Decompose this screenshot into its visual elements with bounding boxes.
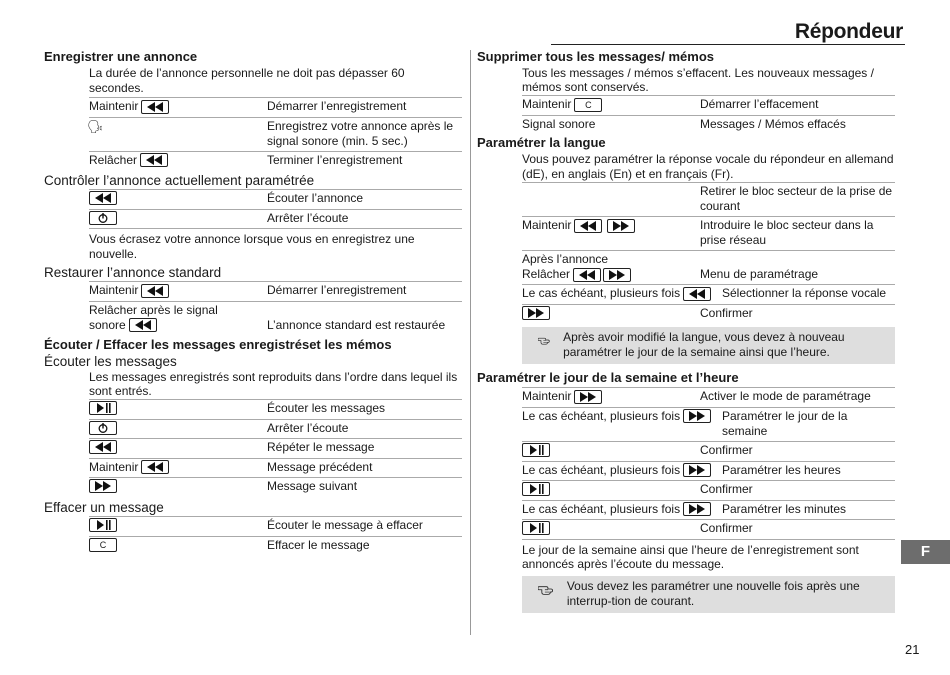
row-result: Enregistrez votre annonce après le signal sonore (min. 5 sec.): [267, 118, 454, 148]
delete-message-section: [89, 516, 462, 555]
title-rule: [551, 44, 905, 45]
play-pause-key-icon: [89, 518, 117, 532]
section-intro: Vous pouvez paramétrer la réponse vocale du répondeur en allemand (dE), en anglais (En) et en français (Fr).: [522, 152, 894, 181]
table-row: [522, 461, 895, 481]
section-intro: La durée de l’annonce personnelle ne doit pas dépasser 60 secondes.: [89, 66, 405, 95]
table-row: [89, 189, 462, 209]
row-result: Menu de paramétrage: [700, 267, 819, 282]
section-intro: Les messages enregistrés sont reproduits dans l’ordre dans lequel ils sont entrés.: [89, 369, 458, 398]
row-action: Le cas échéant, plusieurs fois: [522, 462, 681, 477]
language-section: [522, 152, 895, 364]
rewind-key-icon: [683, 287, 711, 301]
play-pause-key-icon: [522, 521, 550, 535]
table-row: [89, 477, 462, 497]
table-row: [522, 250, 895, 284]
forward-key-icon: [89, 479, 117, 493]
subsection-heading: Effacer un message: [44, 499, 164, 515]
page-number: 21: [905, 642, 920, 657]
table-row: [522, 95, 895, 115]
subsection-heading: Écouter les messages: [44, 353, 177, 369]
section-outro: Le jour de la semaine ainsi que l’heure de l’enregistrement sont annoncés après l’écoute du message.: [522, 539, 895, 572]
table-row: [89, 209, 462, 229]
rewind-key-icon: [141, 284, 169, 298]
row-result: Écouter l’annonce: [267, 191, 364, 206]
table-row: [89, 419, 462, 439]
section-heading: Contrôler l’annonce actuellement paramétrée: [44, 173, 315, 189]
forward-key-icon: [574, 390, 602, 404]
row-action: Relâcher: [522, 267, 571, 282]
row-result: Messages / Mémos effacés: [700, 116, 846, 131]
row-action: Le cas échéant, plusieurs fois: [522, 408, 681, 423]
restore-announcement-section: [89, 281, 462, 335]
section-heading: Restaurer l’annonce standard: [44, 265, 222, 281]
stop-key-icon: [89, 211, 117, 225]
table-row: [522, 480, 895, 500]
listen-messages-section: [89, 370, 462, 497]
row-action: Maintenir: [89, 283, 139, 298]
row-action: sonore: [89, 317, 126, 332]
row-result: Répéter le message: [267, 440, 375, 455]
row-result: Sélectionner la réponse vocale: [722, 286, 887, 301]
table-row: [522, 284, 895, 304]
forward-key-icon: [522, 306, 550, 320]
row-action: Maintenir: [522, 97, 572, 111]
pointing-hand-icon: [538, 581, 555, 597]
row-result: Écouter le message à effacer: [267, 517, 423, 532]
rewind-key-icon: [140, 153, 168, 167]
rewind-key-icon: [129, 318, 157, 332]
page-title: Répondeur: [794, 20, 903, 43]
table-row: [89, 536, 462, 556]
play-pause-key-icon: [522, 443, 550, 457]
table-row: [522, 387, 895, 407]
check-announcement-section: [89, 189, 462, 262]
left-column: [44, 48, 462, 555]
table-row: [89, 301, 462, 335]
table-row: [522, 441, 895, 461]
row-action: Maintenir: [89, 459, 139, 474]
row-result: Démarrer l’enregistrement: [267, 99, 407, 113]
table-row: [522, 500, 895, 520]
row-result: Écouter les messages: [267, 400, 386, 415]
section-intro: Tous les messages / mémos s’effacent. Les nouveaux messages / mémos sont conservés.: [522, 66, 874, 94]
section-heading: Écouter / Effacer les messages enregistréset les mémos: [44, 336, 392, 352]
rewind-key-icon: [89, 191, 117, 205]
row-result: Retirer le bloc secteur de la prise de courant: [700, 184, 893, 214]
row-result: Confirmer: [700, 521, 753, 536]
row-result: L’annonce standard est restaurée: [267, 317, 446, 332]
section-heading: Paramétrer la langue: [477, 135, 606, 151]
table-row: [89, 151, 462, 171]
row-result: Confirmer: [700, 442, 753, 457]
rewind-key-icon: [573, 268, 601, 282]
row-action: Maintenir: [522, 218, 572, 233]
table-row: [89, 516, 462, 536]
info-note: [522, 576, 895, 613]
section-heading: Supprimer tous les messages/ mémos: [477, 49, 714, 64]
right-column: [477, 48, 895, 617]
record-announcement-section: [89, 66, 462, 170]
row-action: Après l’annonce: [522, 252, 609, 267]
table-row: [522, 115, 895, 135]
row-result: Paramétrer les heures: [722, 462, 841, 477]
stop-key-icon: [89, 421, 117, 435]
table-row: [89, 458, 462, 478]
rewind-key-icon: [141, 460, 169, 474]
forward-key-icon: [603, 268, 631, 282]
row-result: Paramétrer les minutes: [722, 501, 847, 516]
row-result: Message précédent: [267, 459, 373, 474]
column-divider: [470, 50, 471, 635]
forward-key-icon: [683, 463, 711, 477]
row-result: Confirmer: [700, 482, 753, 497]
table-row: [522, 182, 895, 216]
note-text: Après avoir modifié la langue, vous devez à nouveau paramétrer le jour de la semaine ainsi que l’heure.: [563, 330, 845, 360]
row-result: Message suivant: [267, 479, 358, 494]
row-result: Effacer le message: [267, 537, 370, 552]
forward-key-icon: [607, 219, 635, 233]
table-row: [89, 438, 462, 458]
row-result: Arrêter l’écoute: [267, 420, 349, 435]
play-pause-key-icon: [89, 401, 117, 415]
table-row: [522, 407, 895, 441]
table-row: [89, 117, 462, 151]
row-result: Terminer l’enregistrement: [267, 152, 403, 167]
row-action: Relâcher après le signal: [89, 302, 218, 317]
pointing-hand-icon: [538, 332, 551, 348]
table-row: [522, 304, 895, 324]
rewind-key-icon: [89, 440, 117, 454]
day-time-section: [522, 387, 895, 613]
section-heading: Enregistrer une annonce: [44, 49, 198, 64]
note-text: Vous devez les paramétrer une nouvelle fois après une interrup-tion de courant.: [566, 578, 860, 608]
clear-key-icon: C: [89, 538, 117, 552]
forward-key-icon: [683, 409, 711, 423]
rewind-key-icon: [141, 100, 169, 114]
info-note: [522, 327, 895, 364]
row-action: Le cas échéant, plusieurs fois: [522, 501, 681, 516]
table-row: [89, 281, 462, 301]
row-action: Maintenir: [89, 99, 139, 113]
row-action: Maintenir: [522, 389, 572, 404]
row-result: Démarrer l’enregistrement: [267, 283, 407, 298]
forward-key-icon: [683, 502, 711, 516]
row-result: Arrêter l’écoute: [267, 210, 349, 225]
rewind-key-icon: [574, 219, 602, 233]
table-row: [522, 216, 895, 250]
row-action: Le cas échéant, plusieurs fois: [522, 286, 681, 301]
row-result: Introduire le bloc secteur dans la prise réseau: [700, 218, 874, 248]
row-result: Démarrer l’effacement: [700, 97, 819, 111]
row-result: Confirmer: [700, 305, 753, 320]
row-action: Signal sonore: [522, 116, 596, 131]
delete-all-section: [522, 66, 895, 134]
row-result: Activer le mode de paramétrage: [700, 389, 871, 404]
play-pause-key-icon: [522, 482, 550, 496]
table-row: [522, 519, 895, 539]
table-row: [89, 97, 462, 117]
row-action: Relâcher: [89, 152, 138, 167]
section-heading: Paramétrer le jour de la semaine et l’heure: [477, 370, 739, 386]
table-row: [89, 399, 462, 419]
row-result: Paramétrer le jour de la semaine: [722, 408, 848, 438]
speak-icon: 🗣: [87, 118, 104, 134]
section-tab: F: [901, 540, 950, 564]
section-note: Vous écrasez votre annonce lorsque vous en enregistrez une nouvelle.: [89, 228, 462, 262]
clear-key-icon: C: [574, 98, 602, 112]
